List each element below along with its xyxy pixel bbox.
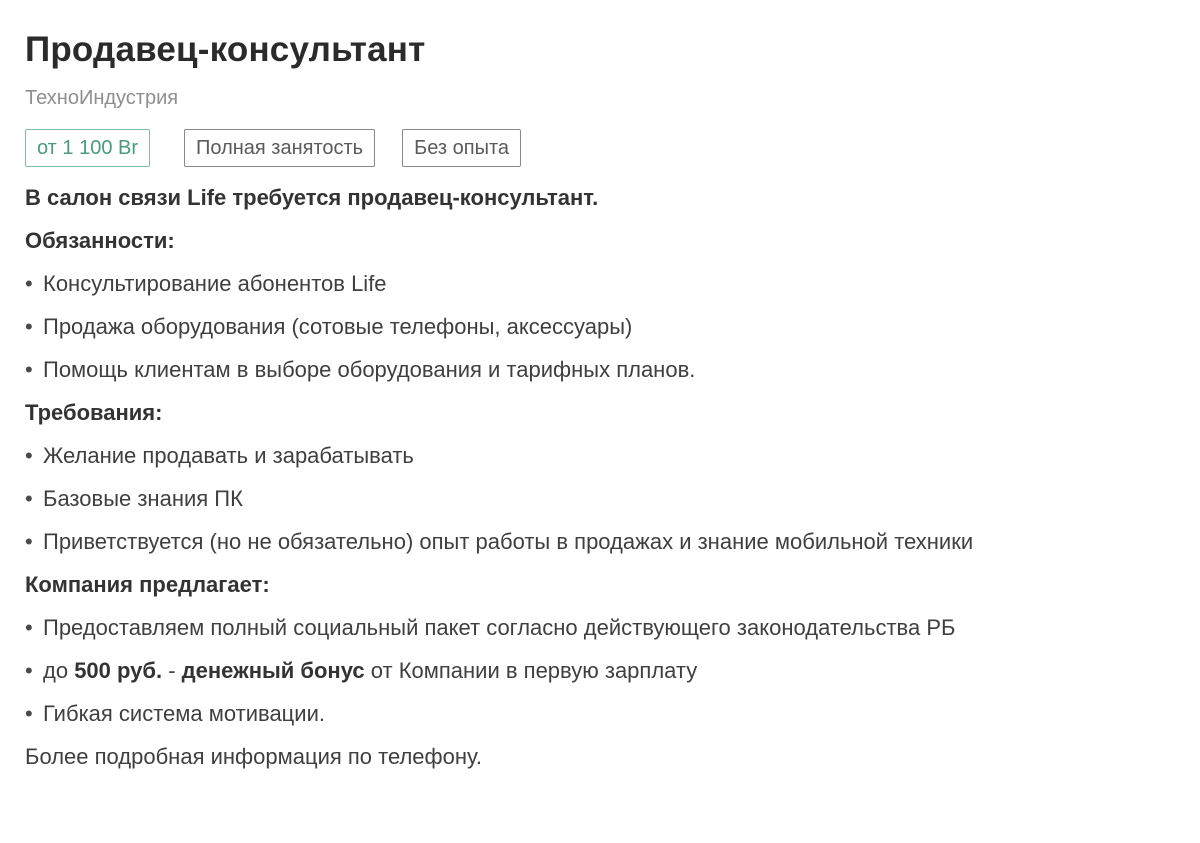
offer-bonus-amount: 500 руб. — [74, 658, 163, 683]
duty-item: • Продажа оборудования (сотовые телефоны, аксессуары) — [25, 305, 1200, 348]
offer-item: • Гибкая система мотивации. — [25, 692, 1200, 735]
description-intro: В салон связи Life требуется продавец-консультант. — [25, 185, 599, 210]
offer-bonus-separator: - — [162, 658, 182, 683]
duty-item: • Консультирование абонентов Life — [25, 262, 1200, 305]
requirements-heading: Требования: — [25, 400, 163, 425]
description-footer: Более подробная информация по телефону. — [25, 744, 482, 769]
offer-bonus-suffix: от Компании в первую зарплату — [364, 658, 698, 683]
vacancy-title: Продавец-консультант — [25, 30, 426, 69]
vacancy-description — [25, 176, 1200, 778]
duties-heading: Обязанности: — [25, 228, 175, 253]
offer-bonus-label: денежный бонус — [181, 658, 365, 683]
offer-item: • Предоставляем полный социальный пакет согласно действующего законодательства РБ — [25, 606, 1200, 649]
requirement-item: • Желание продавать и зарабатывать — [25, 434, 1200, 477]
employment-badge: Полная занятость — [184, 129, 375, 167]
offer-heading: Компания предлагает: — [25, 572, 270, 597]
offer-bonus-prefix: до — [43, 658, 75, 683]
salary-badge: от 1 100 Br — [25, 129, 150, 167]
requirement-item: • Приветствуется (но не обязательно) опыт работы в продажах и знание мобильной техники — [25, 520, 1200, 563]
duty-item: • Помощь клиентам в выборе оборудования и тарифных планов. — [25, 348, 1200, 391]
requirement-item: • Базовые знания ПК — [25, 477, 1200, 520]
company-name[interactable]: ТехноИндустрия — [25, 87, 179, 109]
experience-badge: Без опыта — [402, 129, 521, 167]
offer-item-bonus — [25, 649, 1200, 692]
vacancy-tags — [25, 129, 1200, 167]
